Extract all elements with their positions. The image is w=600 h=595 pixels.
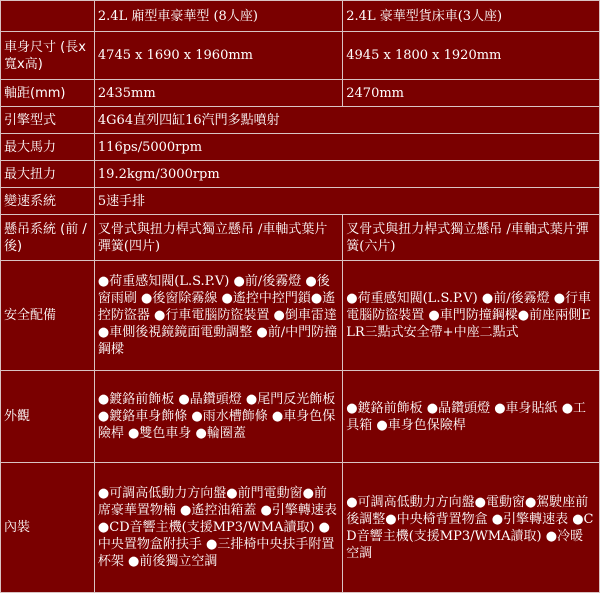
value-wheelbase-2: 2470mm: [343, 80, 600, 107]
row-power: [1, 134, 600, 161]
row-torque: [1, 161, 600, 188]
value-safety-2: ●荷重感知閥(L.S.P.V) ●前/後霧燈 ●行車電腦防盜裝置 ●車門防撞鋼樑●前座兩側ELR三點式安全帶+中座二點式: [343, 261, 600, 371]
value-interior-1: ●可調高低動力方向盤●前門電動窗●前席豪華置物楠 ●遙控油箱蓋 ●引擎轉速表 ●CD音響主機(支援MP3/WMA讀取) ●中央置物盒附扶手 ●三排椅中央扶手附置杯架 ●前後獨立空調: [94, 463, 342, 593]
value-exterior-1: ●鍍鉻前飾板 ●晶鑽頭燈 ●尾門反光飾板 ●鍍鉻車身飾條 ●雨水槽飾條 ●車身色保險桿 ●雙色車身 ●輪圈蓋: [94, 371, 342, 463]
label-engine: 引擎型式: [1, 107, 95, 134]
row-transmission: [1, 188, 600, 215]
value-suspension-2: 叉骨式與扭力桿式獨立懸吊 /車軸式葉片彈簧(六片): [343, 215, 600, 261]
value-size-2: 4945 x 1800 x 1920mm: [343, 32, 600, 80]
label-wheelbase: 軸距(mm): [1, 80, 95, 107]
label-exterior: 外觀: [1, 371, 95, 463]
value-torque: 19.2kgm/3000rpm: [94, 161, 599, 188]
value-safety-1: ●荷重感知閥(L.S.P.V) ●前/後霧燈 ●後窗雨刷 ●後窗除霧線 ●遙控中控門鎖●遙控防盜器 ●行車電腦防盜裝置 ●倒車雷達 ●車側後視鏡鏡面電動調整 ●前/中門防撞鋼樑: [94, 261, 342, 371]
label-safety: 安全配備: [1, 261, 95, 371]
header-model-1: 2.4L 廂型車豪華型 (8人座): [94, 1, 342, 32]
row-size: [1, 32, 600, 80]
header-model-2: 2.4L 豪華型貨床車(3人座): [343, 1, 600, 32]
row-exterior: [1, 371, 600, 463]
row-suspension: [1, 215, 600, 261]
label-size: 車身尺寸 (長x寬x高): [1, 32, 95, 80]
row-interior: [1, 463, 600, 593]
row-wheelbase: [1, 80, 600, 107]
value-exterior-2: ●鍍鉻前飾板 ●晶鑽頭燈 ●車身貼紙 ●工具箱 ●車身色保險桿: [343, 371, 600, 463]
value-suspension-1: 叉骨式與扭力桿式獨立懸吊 /車軸式葉片彈簧(四片): [94, 215, 342, 261]
label-power: 最大馬力: [1, 134, 95, 161]
value-transmission: 5速手排: [94, 188, 599, 215]
value-interior-2: ●可調高低動力方向盤●電動窗●駕駛座前後調整●中央椅背置物盒 ●引擎轉速表 ●CD音響主機(支援MP3/WMA讀取) ●冷暖空調: [343, 463, 600, 593]
value-size-1: 4745 x 1690 x 1960mm: [94, 32, 342, 80]
label-transmission: 變速系統: [1, 188, 95, 215]
value-wheelbase-1: 2435mm: [94, 80, 342, 107]
header-row: [1, 1, 600, 32]
header-empty-cell: [1, 1, 95, 32]
row-safety: [1, 261, 600, 371]
value-engine: 4G64直列四缸16汽門多點噴射: [94, 107, 599, 134]
label-torque: 最大扭力: [1, 161, 95, 188]
value-power: 116ps/5000rpm: [94, 134, 599, 161]
row-engine: [1, 107, 600, 134]
label-interior: 內裝: [1, 463, 95, 593]
label-suspension: 懸吊系統 (前 / 後): [1, 215, 95, 261]
